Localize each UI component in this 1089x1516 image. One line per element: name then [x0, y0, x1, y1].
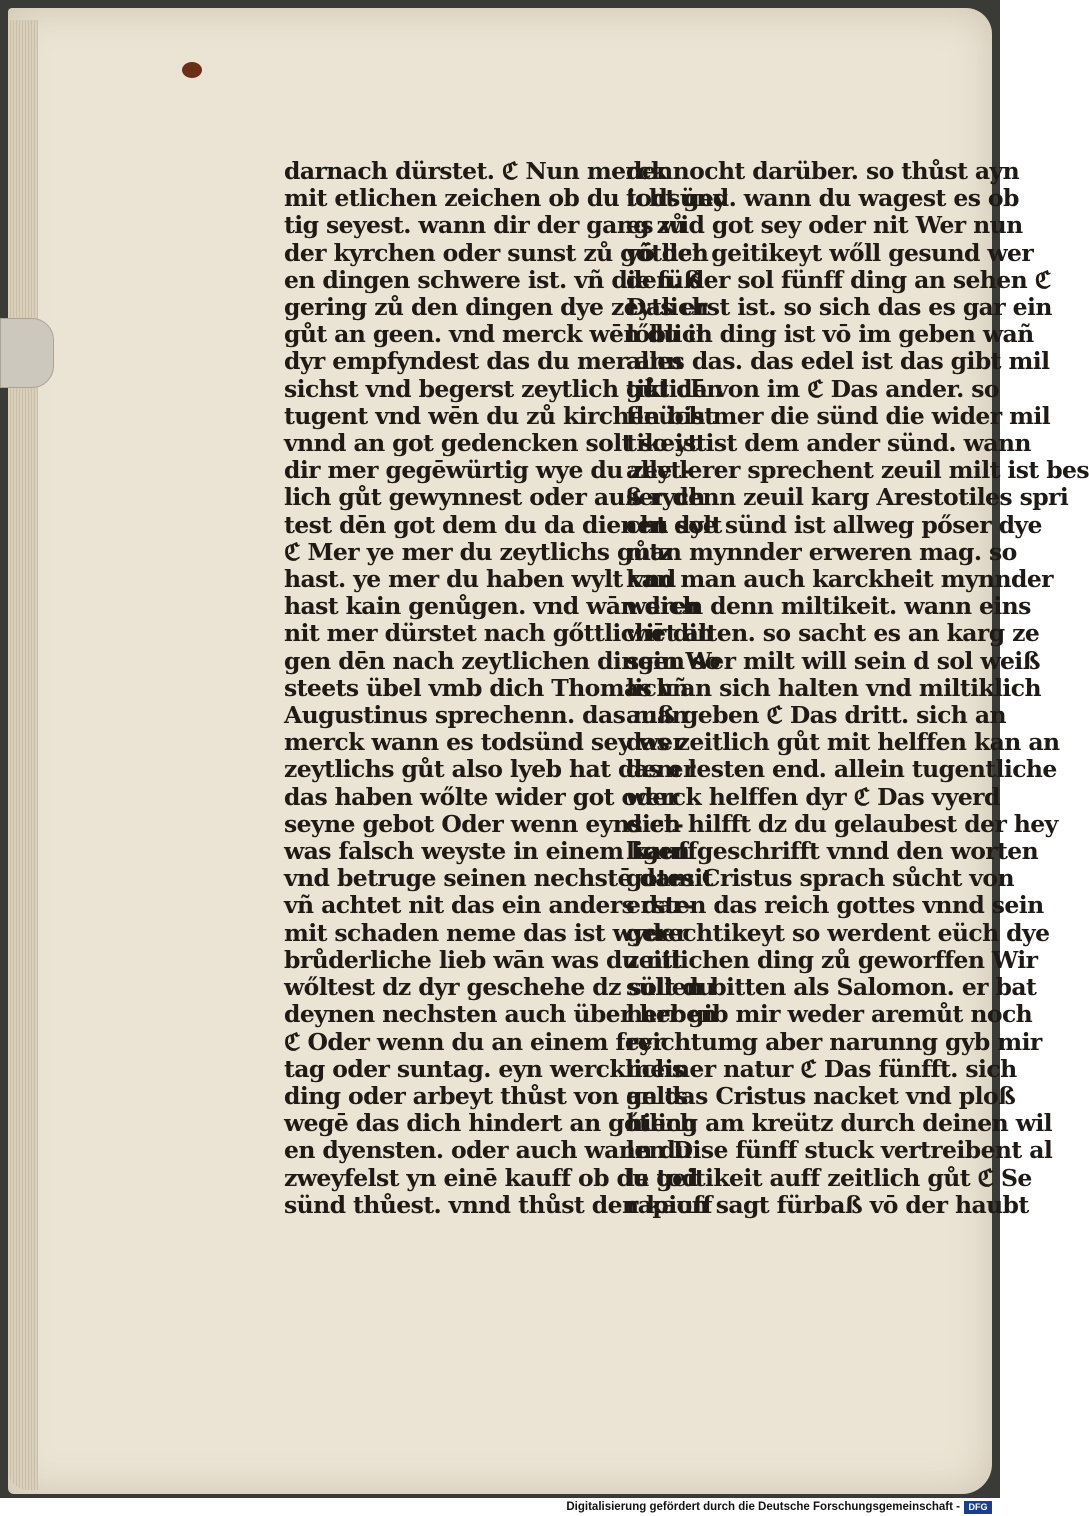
- text-line: man mynnder erweren mag. so: [626, 537, 1017, 566]
- text-line: dennocht darüber. so thůst ayn: [626, 157, 1020, 185]
- text-line: gotes Cristus sprach sůcht von: [626, 864, 1014, 893]
- text-line: dich hilfft dz du gelaubest der hey: [626, 809, 1058, 838]
- text-line: tag oder suntag. eyn wercklichs: [284, 1054, 685, 1083]
- text-line: was falsch weyste in einem kauff: [284, 837, 697, 866]
- text-line: zeytlichs gůt also lyeb hat das er: [284, 755, 695, 784]
- text-line: ser denn zeuil karg Arestotiles spri: [626, 483, 1069, 512]
- text-line: tiklich von im ℭ Das ander. so: [626, 374, 999, 403]
- text-line: vō der geitikeyt wőll gesund wer: [626, 238, 1034, 267]
- text-line: vnnd an got gedencken solt so ist: [284, 429, 706, 458]
- text-line: hast kain genůgen. vnd wān dich: [284, 592, 699, 621]
- text-line: tikeyt ist dem ander sünd. wann: [626, 429, 1031, 458]
- text-line: alle lerer sprechent zeuil milt ist bes: [626, 456, 1089, 485]
- funding-notice: Digitalisierung gefördert durch die Deutsche Forschungsgemeinschaft -: [566, 1501, 960, 1513]
- text-line: rapion sagt fürbaß vō der haubt: [626, 1190, 1029, 1219]
- text-line: seyne gebot Oder wenn eyns et-: [284, 809, 684, 838]
- right-text-column: [626, 157, 1089, 1219]
- text-line: ding oder arbeyt thůst von gelts: [284, 1081, 688, 1110]
- text-line: steets übel vmb dich Thomas vñ: [284, 673, 689, 702]
- text-line: alles das. das edel ist das gibt mil: [626, 347, 1050, 376]
- text-line: auß geben ℭ Das dritt. sich an: [626, 701, 1006, 730]
- text-line: lich an sich halten vnd miltiklich: [626, 673, 1041, 702]
- text-line: lőblich ding ist vō im geben wañ: [626, 320, 1034, 349]
- text-line: gen dēn nach zeytlichen dingen so: [284, 646, 720, 675]
- text-line: wegē das dich hindert an gőtlich: [284, 1109, 697, 1138]
- text-line: en dyensten. oder auch wann du: [284, 1136, 692, 1165]
- text-line: merck wann es todsünd sey wer: [284, 728, 685, 757]
- text-line: zeitlichen ding zů geworffen Wir: [626, 945, 1038, 974]
- text-line: gerechtikeyt so werdent eüch dye: [626, 918, 1050, 947]
- page-edges: [8, 20, 38, 1490]
- text-line: hieng am kreütz durch deinen wil: [626, 1109, 1052, 1138]
- text-line: kan man auch karckheit mynnder: [626, 565, 1053, 594]
- text-line: Augustinus sprechenn. das man: [284, 701, 689, 730]
- text-line: sünd thůest. vnnd thůst den kauff: [284, 1190, 712, 1219]
- text-line: gering zů den dingen dye zeytlich: [284, 293, 709, 322]
- text-line: an das Cristus nacket vnd ploß: [626, 1081, 1016, 1110]
- text-line: der kyrchen oder sunst zů gőtlich: [284, 238, 709, 267]
- text-line: meiner natur ℭ Das fünfft. sich: [626, 1054, 1017, 1083]
- text-line: dir mer gegēwürtig wye du zeyt-: [284, 456, 690, 485]
- text-line: le geitikeit auff zeitlich gůt ℭ Se: [626, 1163, 1032, 1192]
- text-line: ersten das reich gottes vnnd sein: [626, 891, 1044, 920]
- dfg-logo: DFG: [964, 1501, 992, 1514]
- text-line: fleüch mer die sünd die wider mil: [626, 401, 1051, 430]
- text-line: darnach dürstet. ℭ Nun merck: [284, 157, 667, 185]
- text-line: mit schaden neme das ist wyder: [284, 918, 688, 947]
- text-line: len Dise fünff stuck vertreibent al: [626, 1136, 1053, 1165]
- text-line: ligen geschrifft vnnd den worten: [626, 837, 1039, 866]
- left-text-column: [284, 157, 727, 1219]
- text-line: ℭ Oder wenn du an einem feyr: [284, 1027, 665, 1056]
- text-line: brůderliche lieb wān was du nit: [284, 945, 682, 974]
- text-line: vnd betruge seinen nechstē damit: [284, 864, 713, 893]
- text-line: lich gůt gewynnest oder auß rych: [284, 483, 705, 512]
- text-line: herr gib mir weder aremůt noch: [626, 1000, 1033, 1029]
- text-line: wirt alten. so sacht es an karg ze: [626, 619, 1040, 648]
- text-line: süllen bitten als Salomon. er bat: [626, 973, 1037, 1002]
- text-line: vñ achtet nit das ein anders dar-: [284, 891, 694, 920]
- text-line: Das erst ist. so sich das es gar ein: [626, 293, 1052, 322]
- text-line: ℭ Mer ye mer du zeytlichs gůtz: [284, 537, 673, 566]
- text-line: mit etlichen zeichen ob du icht gey: [284, 184, 727, 213]
- text-line: gůt an geen. vnd merck wēn du in: [284, 320, 713, 349]
- footer-bar: [0, 1500, 1000, 1516]
- text-line: cht dye sünd ist allweg pőser dye: [626, 510, 1042, 539]
- text-line: todsünd. wann du wagest es ob: [626, 184, 1019, 213]
- book-clip: [0, 318, 54, 388]
- text-line: es wid got sey oder nit Wer nun: [626, 211, 1023, 240]
- text-line: en dingen schwere ist. vñ die füß: [284, 265, 701, 294]
- text-line: dyr empfyndest das du mer ann: [284, 347, 683, 376]
- text-line: hast. ye mer du haben wylt vnd: [284, 565, 676, 594]
- text-line: werck helffen dyr ℭ Das vyerd: [626, 782, 1000, 811]
- text-line: sein Wer milt will sein d sol weiß: [626, 646, 1040, 675]
- text-line: weren denn miltikeit. wann eins: [626, 592, 1031, 621]
- text-line: reichtumg aber narunng gyb mir: [626, 1027, 1042, 1056]
- text-line: zweyfelst yn einē kauff ob du tod: [284, 1163, 698, 1192]
- text-line: wőltest dz dyr geschehe dz solt du: [284, 973, 715, 1002]
- text-line: nit mer dürstet nach gőttlichē din: [284, 619, 714, 648]
- text-line: deynen nechsten auch über heben: [284, 1000, 717, 1029]
- text-line: dem lesten end. allein tugentliche: [626, 755, 1057, 784]
- text-line: sichst vnd begerst zeytlich gůt dēn: [284, 374, 723, 403]
- text-line: tig seyest. wann dir der gang zů: [284, 211, 686, 240]
- text-line: das haben wőlte wider got oder: [284, 782, 679, 811]
- text-line: den. der sol fünff ding an sehen ℭ: [626, 265, 1051, 294]
- text-line: tugent vnd wēn du zů kirchen bist: [284, 401, 715, 430]
- text-line: test dēn got dem du da dienen solt: [284, 510, 722, 539]
- text-line: das zeitlich gůt mit helffen kan an: [626, 728, 1060, 757]
- ink-stain: [182, 62, 202, 78]
